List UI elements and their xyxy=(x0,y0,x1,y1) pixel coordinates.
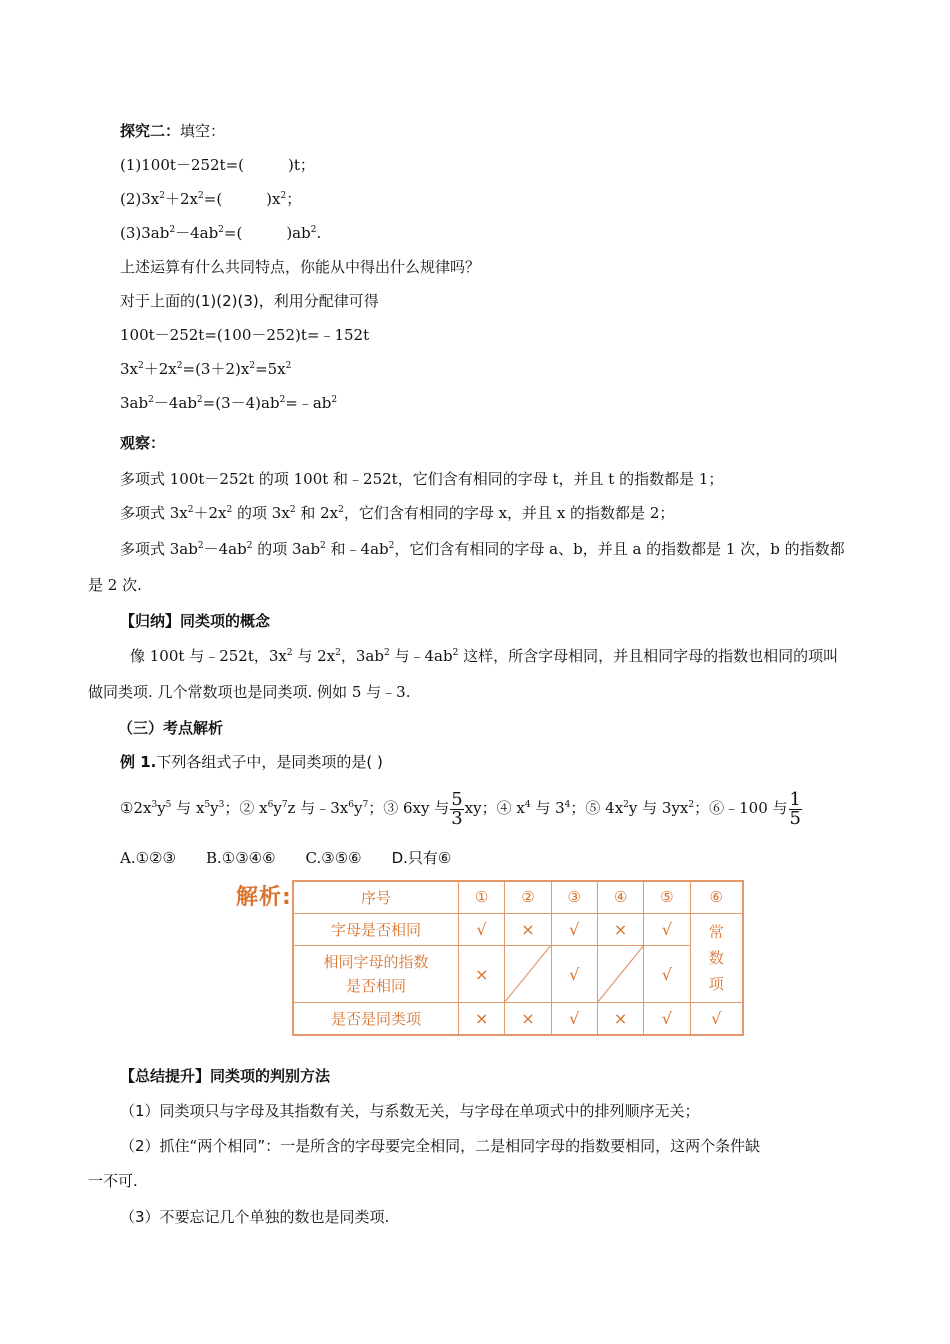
row2-label-a: 相同字母的指数 xyxy=(323,953,429,972)
mark-cell: √ xyxy=(551,913,597,945)
obs-p3-e: ，它们含有相同的字母 a、b，并且 a 的指数都是 1 次，b 的指数都 xyxy=(394,540,845,558)
mark-cell: √ xyxy=(459,913,505,945)
row-label: 是否是同类项 xyxy=(293,1003,459,1035)
analysis-table xyxy=(292,880,744,1036)
row-label: 字母是否相同 xyxy=(293,913,459,945)
obs-p2-sup4: 2 xyxy=(338,505,344,515)
q2-d: )x xyxy=(266,190,281,208)
frac2-num: 1 xyxy=(789,788,801,810)
explore2-q1 xyxy=(120,155,315,175)
item1-d: y xyxy=(210,799,219,817)
mark-cell: √ xyxy=(644,946,690,1003)
eq2-sup2: 2 xyxy=(176,361,183,371)
summary-method-p2: （2）抓住“两个相同”：一是所含的字母要完全相同，二是相同字母的指数要相同，这两个条件缺 xyxy=(120,1137,761,1155)
obs-p3-a: 多项式 3ab xyxy=(120,540,198,558)
obs-p2-sup2: 2 xyxy=(226,505,233,515)
item1-s4: 3 xyxy=(218,800,225,810)
item5-s1: 2 xyxy=(623,800,629,810)
item1-a: ①2x xyxy=(120,799,152,817)
item2-a: ；② x xyxy=(224,799,268,817)
observe-p3 xyxy=(120,539,845,559)
item5-s2: 2 xyxy=(688,800,695,810)
obs-p3-d: 和﹣4ab xyxy=(325,540,389,558)
q3-b: －4ab xyxy=(175,224,219,242)
summary-method-p2-cont: 一不可. xyxy=(88,1172,138,1190)
item1-s3: 5 xyxy=(204,800,211,810)
mark-cell: × xyxy=(505,913,551,945)
obs-p2-b: ＋2x xyxy=(193,504,227,522)
summary-concept-p-cont: 做同类项. 几个常数项也是同类项. 例如 5 与﹣3. xyxy=(88,683,411,701)
explore2-eq3 xyxy=(120,393,337,413)
explore2-heading xyxy=(120,121,225,141)
header-cell: ④ xyxy=(597,881,643,913)
sc-d: 与﹣4ab xyxy=(389,647,453,665)
row-label xyxy=(293,946,459,1003)
const-char-1: 常 xyxy=(708,922,724,941)
eq3-d: =﹣ab xyxy=(285,394,332,412)
diagonal-cell xyxy=(505,946,551,1003)
analysis-row-exponents xyxy=(293,946,743,1003)
fraction-five-thirds xyxy=(450,788,463,829)
sc-sup4: 2 xyxy=(452,648,459,658)
observe-p1: 多项式 100t－252t 的项 100t 和﹣252t，它们含有相同的字母 t，并且 t 的指数都是 1； xyxy=(120,470,724,488)
explore2-intro: 对于上面的(1)(2)(3)，利用分配律可得 xyxy=(120,292,379,310)
analysis-label-colon: : xyxy=(282,885,292,910)
obs-p2-sup1: 2 xyxy=(187,505,194,515)
mark-cell: √ xyxy=(690,1003,743,1035)
obs-p2-e: ，它们含有相同的字母 x，并且 x 的指数都是 2； xyxy=(343,504,675,522)
explore2-eq2 xyxy=(120,359,291,379)
constant-term-cell xyxy=(690,913,743,1002)
q3-sup1: 2 xyxy=(169,225,176,235)
item4-b: 与 3 xyxy=(530,799,565,817)
summary-concept-p xyxy=(130,646,838,666)
q2-c: =( xyxy=(203,190,223,208)
explore2-q2 xyxy=(120,189,301,209)
mark-cell: √ xyxy=(551,946,597,1003)
summary-method-p3: （3）不要忘记几个单独的数也是同类项. xyxy=(120,1208,390,1226)
header-cell: 序号 xyxy=(293,881,459,913)
eq2-sup4: 2 xyxy=(285,361,292,371)
explore2-q3 xyxy=(120,223,321,243)
q2-a: (2)3x xyxy=(120,190,160,208)
option-a: A.①②③ xyxy=(120,849,176,867)
example1-stem xyxy=(120,752,383,772)
example1-items xyxy=(120,788,803,828)
sc-e: 这样，所含字母相同，并且相同字母的指数也相同的项叫 xyxy=(458,647,839,665)
summary-concept-title: 【归纳】同类项的概念 xyxy=(120,612,271,630)
item1-c: 与 x xyxy=(171,799,205,817)
eq2-sup3: 2 xyxy=(249,361,256,371)
observe-title: 观察： xyxy=(120,434,166,452)
mark-cell: × xyxy=(505,1003,551,1035)
q2-sup2: 2 xyxy=(198,191,204,201)
eq2-sup1: 2 xyxy=(138,361,144,371)
obs-p2-sup3: 2 xyxy=(289,505,296,515)
example1-label: 例 1. xyxy=(120,753,157,771)
analysis-row-like-terms xyxy=(293,1003,743,1035)
obs-p3-sup2: 2 xyxy=(246,541,253,551)
sc-sup1: 2 xyxy=(286,648,293,658)
eq2-d: =5x xyxy=(255,360,286,378)
eq3-sup2: 2 xyxy=(196,395,203,405)
fraction-one-fifth xyxy=(789,788,802,829)
observe-p3-cont: 是 2 次. xyxy=(88,576,142,594)
diagonal-slash xyxy=(598,946,643,1002)
item2-s1: 6 xyxy=(267,800,274,810)
analysis-header-row xyxy=(293,881,743,913)
q3-sup3: 2 xyxy=(310,225,317,235)
q2-sup1: 2 xyxy=(159,191,165,201)
header-cell: ③ xyxy=(551,881,597,913)
obs-p2-a: 多项式 3x xyxy=(120,504,188,522)
obs-p3-sup3: 2 xyxy=(320,541,326,551)
item4-s1: 4 xyxy=(524,800,531,810)
header-cell: ⑥ xyxy=(690,881,743,913)
eq3-b: －4ab xyxy=(153,394,197,412)
eq3-sup4: 2 xyxy=(331,395,338,405)
q2-sup3: 2 xyxy=(280,191,287,201)
q3-c: =( xyxy=(223,224,243,242)
example1-question: 下列各组式子中，是同类项的是( ) xyxy=(156,753,383,771)
item2-c: z 与﹣3x xyxy=(287,799,349,817)
eq2-b: ＋2x xyxy=(143,360,177,378)
obs-p2-c: 的项 3x xyxy=(232,504,290,522)
mark-cell: √ xyxy=(644,913,690,945)
mark-cell: × xyxy=(459,1003,505,1035)
summary-method-p1: （1）同类项只与字母及其指数有关，与系数无关，与字母在单项式中的排列顺序无关； xyxy=(120,1102,700,1120)
analysis-label-text: 解析 xyxy=(236,885,283,910)
header-cell: ⑤ xyxy=(644,881,690,913)
mark-cell: × xyxy=(597,913,643,945)
observe-p2 xyxy=(120,503,674,523)
eq2-c: =(3＋2)x xyxy=(182,360,250,378)
q1-left: (1)100t－252t=( xyxy=(120,156,244,174)
mark-cell: × xyxy=(597,1003,643,1035)
explore2-question: 上述运算有什么共同特点，你能从中得出什么规律吗？ xyxy=(120,258,481,276)
const-char-2: 数 xyxy=(708,948,724,967)
item2-b: y xyxy=(273,799,282,817)
diagonal-slash xyxy=(505,946,550,1002)
item2-s2: 7 xyxy=(281,800,288,810)
example1-options xyxy=(120,848,451,868)
q3-sup2: 2 xyxy=(218,225,224,235)
mark-cell: √ xyxy=(551,1003,597,1035)
item1-s2: 5 xyxy=(165,800,172,810)
item5-a: ；⑤ 4x xyxy=(570,799,624,817)
q1-right: )t； xyxy=(288,156,315,174)
item6-a: ；⑥﹣100 与 xyxy=(694,799,788,817)
eq3-c: =(3－4)ab xyxy=(202,394,280,412)
obs-p2-d: 和 2x xyxy=(295,504,339,522)
item2-s3: 6 xyxy=(348,800,354,810)
explore2-eq1: 100t－252t=(100－252)t=﹣152t xyxy=(120,326,370,344)
frac2-den: 5 xyxy=(789,807,801,829)
option-c: C.③⑤⑥ xyxy=(305,849,362,867)
item3-a: ；③ 6xy 与 xyxy=(368,799,450,817)
item1-s1: 3 xyxy=(151,800,158,810)
q3-d: )ab xyxy=(286,224,311,242)
summary-method-title: 【总结提升】同类项的判别方法 xyxy=(120,1067,331,1085)
row2-label-b: 是否相同 xyxy=(345,977,406,996)
header-cell: ① xyxy=(459,881,505,913)
eq3-sup1: 2 xyxy=(148,395,154,405)
eq3-sup3: 2 xyxy=(279,395,286,405)
q3-e: . xyxy=(316,224,322,242)
sc-b: 与 2x xyxy=(292,647,336,665)
explore2-title: 探究二： xyxy=(120,122,181,140)
eq2-a: 3x xyxy=(120,360,139,378)
item2-s4: 7 xyxy=(362,800,369,810)
diagonal-cell xyxy=(597,946,643,1003)
item3-b: xy xyxy=(464,799,482,817)
item5-b: y 与 3yx xyxy=(628,799,689,817)
explore2-subtitle: 填空： xyxy=(180,122,226,140)
q2-e: ； xyxy=(286,190,302,208)
mark-cell: √ xyxy=(644,1003,690,1035)
mark-cell: × xyxy=(459,946,505,1003)
header-cell: ② xyxy=(505,881,551,913)
analysis-row-letters xyxy=(293,913,743,945)
item4-s2: 4 xyxy=(564,800,571,810)
sc-c: ，3ab xyxy=(340,647,384,665)
item2-d: y xyxy=(353,799,363,817)
obs-p3-b: －4ab xyxy=(203,540,247,558)
q3-a: (3)3ab xyxy=(120,224,170,242)
frac1-num: 5 xyxy=(451,788,463,810)
analysis-label xyxy=(236,880,292,911)
obs-p3-sup4: 2 xyxy=(388,541,395,551)
sc-sup2: 2 xyxy=(335,648,341,658)
sc-a: 像 100t 与﹣252t，3x xyxy=(130,647,287,665)
obs-p3-sup1: 2 xyxy=(197,541,204,551)
frac1-den: 3 xyxy=(451,807,463,829)
q2-b: ＋2x xyxy=(165,190,199,208)
item4-a: ；④ x xyxy=(481,799,525,817)
section3-title: （三）考点解析 xyxy=(118,719,224,737)
obs-p3-c: 的项 3ab xyxy=(252,540,321,558)
const-char-3: 项 xyxy=(708,974,724,993)
sc-sup3: 2 xyxy=(383,648,390,658)
item1-b: y xyxy=(157,799,166,817)
option-b: B.①③④⑥ xyxy=(205,849,276,867)
eq3-a: 3ab xyxy=(120,394,149,412)
option-d: D.只有⑥ xyxy=(391,849,452,867)
